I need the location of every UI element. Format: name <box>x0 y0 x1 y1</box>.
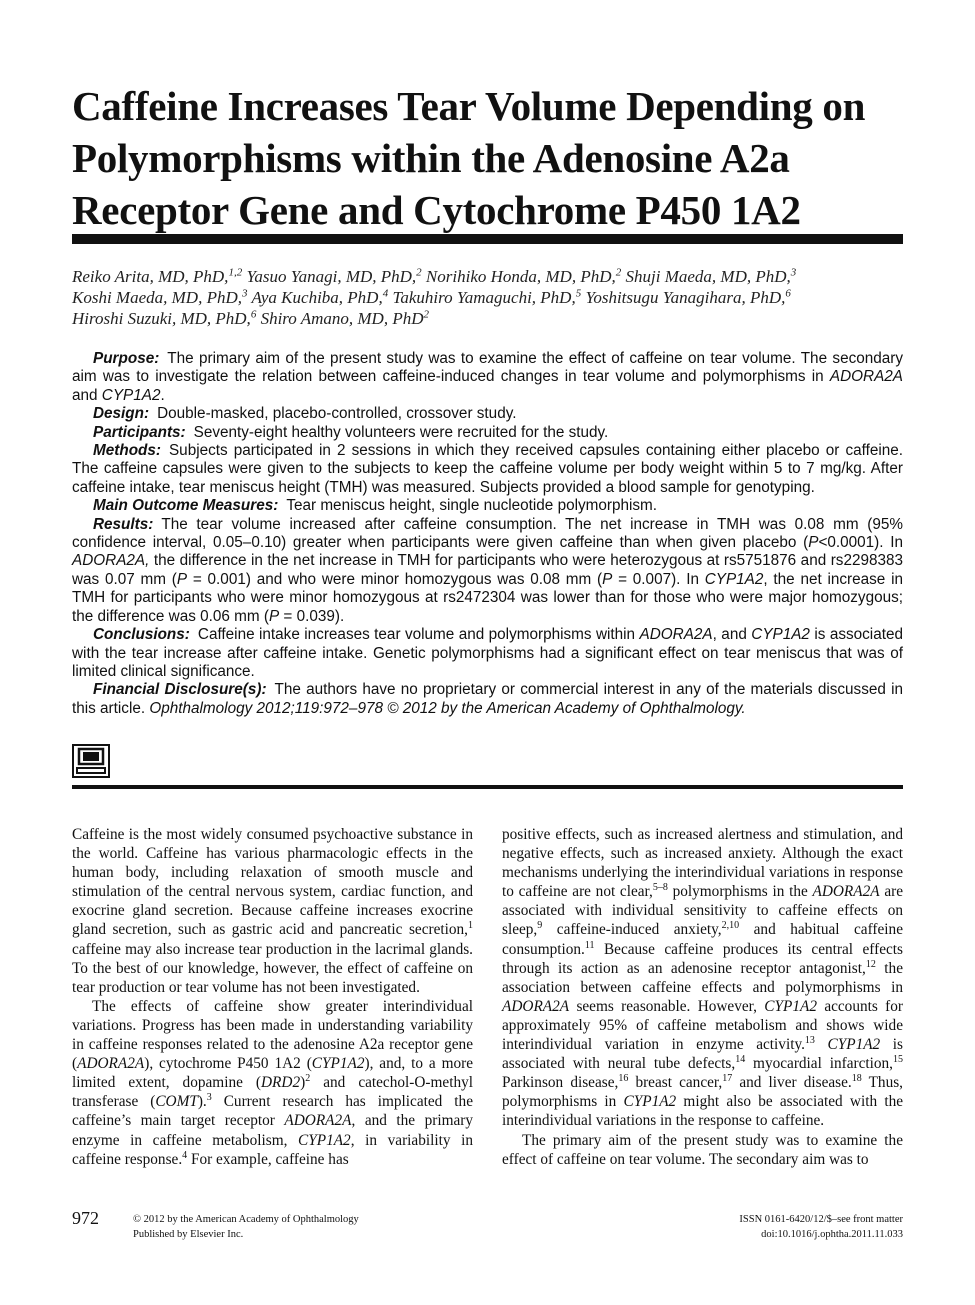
reference-ref[interactable]: 3 <box>206 1092 212 1104</box>
section-label: Main Outcome Measures: <box>93 497 279 515</box>
body-text: accounts for approximately 95% of caffeine metabolism and shows wide interindividual variation in enzyme activity. <box>502 997 903 1054</box>
abstract-text: is associated with the tear increase after caffeine intake. Genetic polymorphisms had a significant effect on tear meniscus that was of limited clinical significance. <box>72 626 903 680</box>
reference-ref[interactable]: 5–8 <box>652 882 668 894</box>
abstract-text: Tear meniscus height, single nucleotide polymorphism. <box>286 497 658 515</box>
abstract-text: Subjects participated in 2 sessions in which they received capsules containing either placebo or caffeine. The caffeine capsules were given to the subjects to keep the caffeine volume per body weight within 5 to 7 mg/kg. After caffeine intake, tear meniscus height (TMH) was measured. Subjects provided a blood sample for genotyping. <box>72 442 903 496</box>
section-label: Results: <box>93 515 154 533</box>
abstract-results <box>72 516 903 626</box>
body-text: The effects of caffeine show greater interindividual variations. Progress has been made in understanding variability in caffeine responses related to the adenosine A2a receptor gene ( <box>72 997 473 1073</box>
affiliation-ref: 6 <box>785 287 791 300</box>
abstract-participants <box>72 424 903 442</box>
affiliation-ref: 5 <box>575 287 582 300</box>
body-text: , in variability in caffeine response. <box>72 1131 473 1168</box>
body-text: seems reasonable. However, <box>569 997 765 1015</box>
gene-name: CYP1A2 <box>764 997 817 1015</box>
abstract-text: = 0.007). In <box>612 570 705 588</box>
reference-ref[interactable]: 4 <box>182 1149 188 1161</box>
abstract-purpose <box>72 350 903 405</box>
gene-name: CYP1A2 <box>311 1055 365 1073</box>
gene-name: ADORA2A <box>829 368 903 386</box>
abstract <box>72 350 903 718</box>
body-text: and habitual caffeine consumption. <box>502 921 903 958</box>
abstract-design <box>72 405 903 423</box>
article-title: Caffeine Increases Tear Volume Depending on Polymorphisms within the Adenosine A2a Receptor Gene and Cytochrome P450 1A2 <box>72 83 866 233</box>
body-text: Thus, polymorphisms in <box>502 1074 903 1111</box>
body-text: Parkinson disease, <box>502 1074 619 1092</box>
footer-issn <box>739 1212 903 1242</box>
p-symbol: P <box>176 570 188 588</box>
body-text: Current research has implicated the caffeine’s main target receptor <box>72 1093 473 1130</box>
author: Takuhiro Yamaguchi, PhD, <box>392 288 576 307</box>
section-label: Methods: <box>93 442 161 460</box>
section-label: Design: <box>93 405 150 423</box>
abstract-text: Caffeine intake increases tear volume and polymorphisms within <box>197 626 640 644</box>
body-text: and liver disease. <box>732 1074 852 1092</box>
author: Aya Kuchiba, PhD, <box>251 288 383 307</box>
body-text: For example, caffeine has <box>187 1150 349 1168</box>
abstract-outcome <box>72 497 903 515</box>
reference-ref[interactable]: 18 <box>851 1073 862 1085</box>
gene-name: ADORA2A, <box>72 552 150 570</box>
gene-name: CYP1A2 <box>298 1131 351 1149</box>
abstract-text: The tear volume increased after caffeine consumption. The net increase in TMH was 0.08 mm (95% confidence interval, 0.05–0.10) greater when participants were given caffeine than when given placebo ( <box>72 515 903 552</box>
reference-ref[interactable]: 13 <box>804 1034 815 1046</box>
abstract-text: The authors have no proprietary or commercial interest in any of the materials discussed in this article. <box>72 681 903 717</box>
abstract-conclusions <box>72 626 903 681</box>
gene-name: ADORA2A <box>77 1055 145 1073</box>
author: Shiro Amano, MD, PhD <box>260 309 424 328</box>
affiliation-ref: 1,2 <box>228 266 243 279</box>
footer-copyright <box>133 1212 359 1242</box>
body-text: ) <box>300 1074 306 1092</box>
copyright-line: © 2012 by the American Academy of Ophthalmology <box>133 1214 359 1225</box>
author: Hiroshi Suzuki, MD, PhD, <box>72 309 251 328</box>
journal-citation: Ophthalmology 2012;119:972–978 © 2012 by the American Academy of Ophthalmology. <box>149 699 746 717</box>
author: Reiko Arita, MD, PhD, <box>72 267 229 286</box>
reference-ref[interactable]: 14 <box>735 1054 746 1066</box>
body-text: the association between caffeine effects and polymorphisms in <box>502 959 903 996</box>
gene-name: ADORA2A <box>284 1112 352 1130</box>
body-text: , and the primary enzyme in caffeine metabolism, <box>72 1112 473 1149</box>
affiliation-ref: 2 <box>423 308 429 321</box>
body-paragraph <box>72 997 473 1169</box>
body-text: myocardial infarction, <box>745 1055 893 1073</box>
affiliation-ref: 6 <box>250 308 257 321</box>
body-paragraph <box>72 825 473 997</box>
abstract-text: , the net increase in TMH for participants who were minor homozygous at rs2472304 was lower than for those who were major homozygous; the difference was 0.06 mm ( <box>72 570 903 625</box>
reference-ref[interactable]: 16 <box>618 1073 629 1085</box>
body-text: ), cytochrome P450 1A2 ( <box>144 1055 312 1073</box>
abstract-text: the difference in the net increase in TMH for participants who were heterozygous at rs5751876 and rs2298383 was 0.07 mm ( <box>72 552 903 588</box>
body-text: are associated with individual sensitivity to caffeine effects on sleep, <box>502 883 903 939</box>
reference-ref[interactable]: 2,10 <box>721 920 740 932</box>
abstract-text: Seventy-eight healthy volunteers were recruited for the study. <box>193 423 609 441</box>
affiliation-ref: 3 <box>790 266 797 279</box>
abstract-methods <box>72 442 903 497</box>
gene-name: ADORA2A <box>812 883 880 901</box>
reference-ref[interactable]: 12 <box>865 958 876 970</box>
p-symbol: P <box>808 534 819 552</box>
reference-ref[interactable]: 9 <box>537 920 543 932</box>
abstract-text: The primary aim of the present study was to examine the effect of caffeine on tear volume. The secondary aim was to investigate the relation between caffeine-induced changes in tear volume and polymorphisms in <box>72 350 903 386</box>
gene-name: DRD2 <box>261 1074 301 1092</box>
gene-name: CYP1A2 <box>751 626 810 644</box>
body-text: Because caffeine produces its central effects through its action as an adenosine receptor antagonist, <box>502 940 903 977</box>
gene-name: ADORA2A <box>502 997 570 1015</box>
abstract-disclosure <box>72 681 903 718</box>
abstract-text: , and <box>712 626 752 644</box>
affiliation-ref: 2 <box>416 266 422 279</box>
affiliation-ref: 4 <box>382 287 389 300</box>
gene-name: CYP1A2 <box>101 386 161 404</box>
body-column-right <box>502 825 903 1169</box>
body-text: ), and, to a more limited extent, dopamine ( <box>72 1055 473 1092</box>
body-text: caffeine-induced anxiety, <box>542 921 722 939</box>
page-number: 972 <box>72 1208 99 1228</box>
abstract-text: = 0.001) and who were minor homozygous was 0.08 mm ( <box>187 570 603 588</box>
computer-monitor-icon[interactable] <box>72 744 110 778</box>
abstract-text: and <box>72 386 102 404</box>
author: Norihiko Honda, MD, PhD, <box>425 267 616 286</box>
section-label: Conclusions: <box>93 626 190 644</box>
author: Yoshitsugu Yanagihara, PhD, <box>585 288 786 307</box>
gene-name: CYP1A2 <box>623 1093 677 1111</box>
body-text: and catechol-O-methyl transferase ( <box>72 1074 473 1111</box>
body-text: might also be associated with the interindividual variations in the response to caffeine. <box>502 1093 904 1130</box>
p-symbol: P <box>268 607 280 625</box>
abstract-text: <0.0001). In <box>818 534 904 552</box>
affiliation-ref: 2 <box>615 266 622 279</box>
section-label: Purpose: <box>93 350 160 367</box>
reference-ref[interactable]: 1 <box>468 920 473 932</box>
abstract-text: = 0.039). <box>279 607 345 625</box>
body-text <box>815 1036 828 1053</box>
body-paragraph: The primary aim of the present study was to examine the effect of caffeine on tear volume. The secondary aim was to <box>502 1131 903 1168</box>
reference-ref[interactable]: 15 <box>893 1054 903 1066</box>
section-label: Financial Disclosure(s): <box>93 681 267 699</box>
reference-ref[interactable]: 2 <box>305 1073 311 1085</box>
gene-name: COMT <box>155 1093 198 1111</box>
affiliation-ref: 3 <box>241 287 248 300</box>
section-label: Participants: <box>93 423 186 441</box>
body-text: is associated with neural tube defects, <box>502 1036 904 1073</box>
abstract-text: . <box>160 386 165 404</box>
gene-name: ADORA2A <box>639 626 713 644</box>
body-text: polymorphisms in the <box>667 883 813 901</box>
gene-name: CYP1A2 <box>827 1036 881 1054</box>
author: Yasuo Yanagi, MD, PhD, <box>246 267 417 286</box>
body-text: caffeine may also increase tear production in the lacrimal glands. To the best of our knowledge, however, the effect of caffeine on tear production or tear volume has not been investigated. <box>72 940 473 996</box>
doi-link[interactable]: doi:10.1016/j.ophtha.2011.11.033 <box>761 1229 903 1240</box>
author: Shuji Maeda, MD, PhD, <box>625 267 791 286</box>
body-text: positive effects, such as increased alertness and stimulation, and negative effects, such as increased anxiety. Although the exact mechanisms underlying the interindividual variations in response to caffeine are not clear, <box>502 826 903 901</box>
abstract-divider <box>72 785 903 789</box>
body-column-left <box>72 825 473 1169</box>
title-divider <box>72 234 903 244</box>
author: Koshi Maeda, MD, PhD, <box>72 288 242 307</box>
reference-ref[interactable]: 17 <box>722 1073 733 1085</box>
body-text: breast cancer, <box>628 1074 723 1092</box>
body-text: ). <box>197 1093 207 1111</box>
abstract-text: Double-masked, placebo-controlled, crossover study. <box>157 405 517 423</box>
gene-name: CYP1A2 <box>704 570 764 588</box>
author-list <box>72 266 903 329</box>
publisher-line: Published by Elsevier Inc. <box>133 1229 244 1240</box>
issn-line: ISSN 0161-6420/12/$–see front matter <box>739 1214 903 1225</box>
body-text: Caffeine is the most widely consumed psychoactive substance in the world. Caffeine has various pharmacologic effects in the human body, including relaxation of smooth muscle and stimulation of the central nervous system, cardiac function, and exocrine gland secretion. Because caffeine increases exocrine gland secretion, such as gastric acid and pancreatic secretion, <box>72 826 473 939</box>
body-paragraph <box>502 825 903 1131</box>
reference-ref[interactable]: 11 <box>584 939 595 951</box>
p-symbol: P <box>602 570 613 588</box>
